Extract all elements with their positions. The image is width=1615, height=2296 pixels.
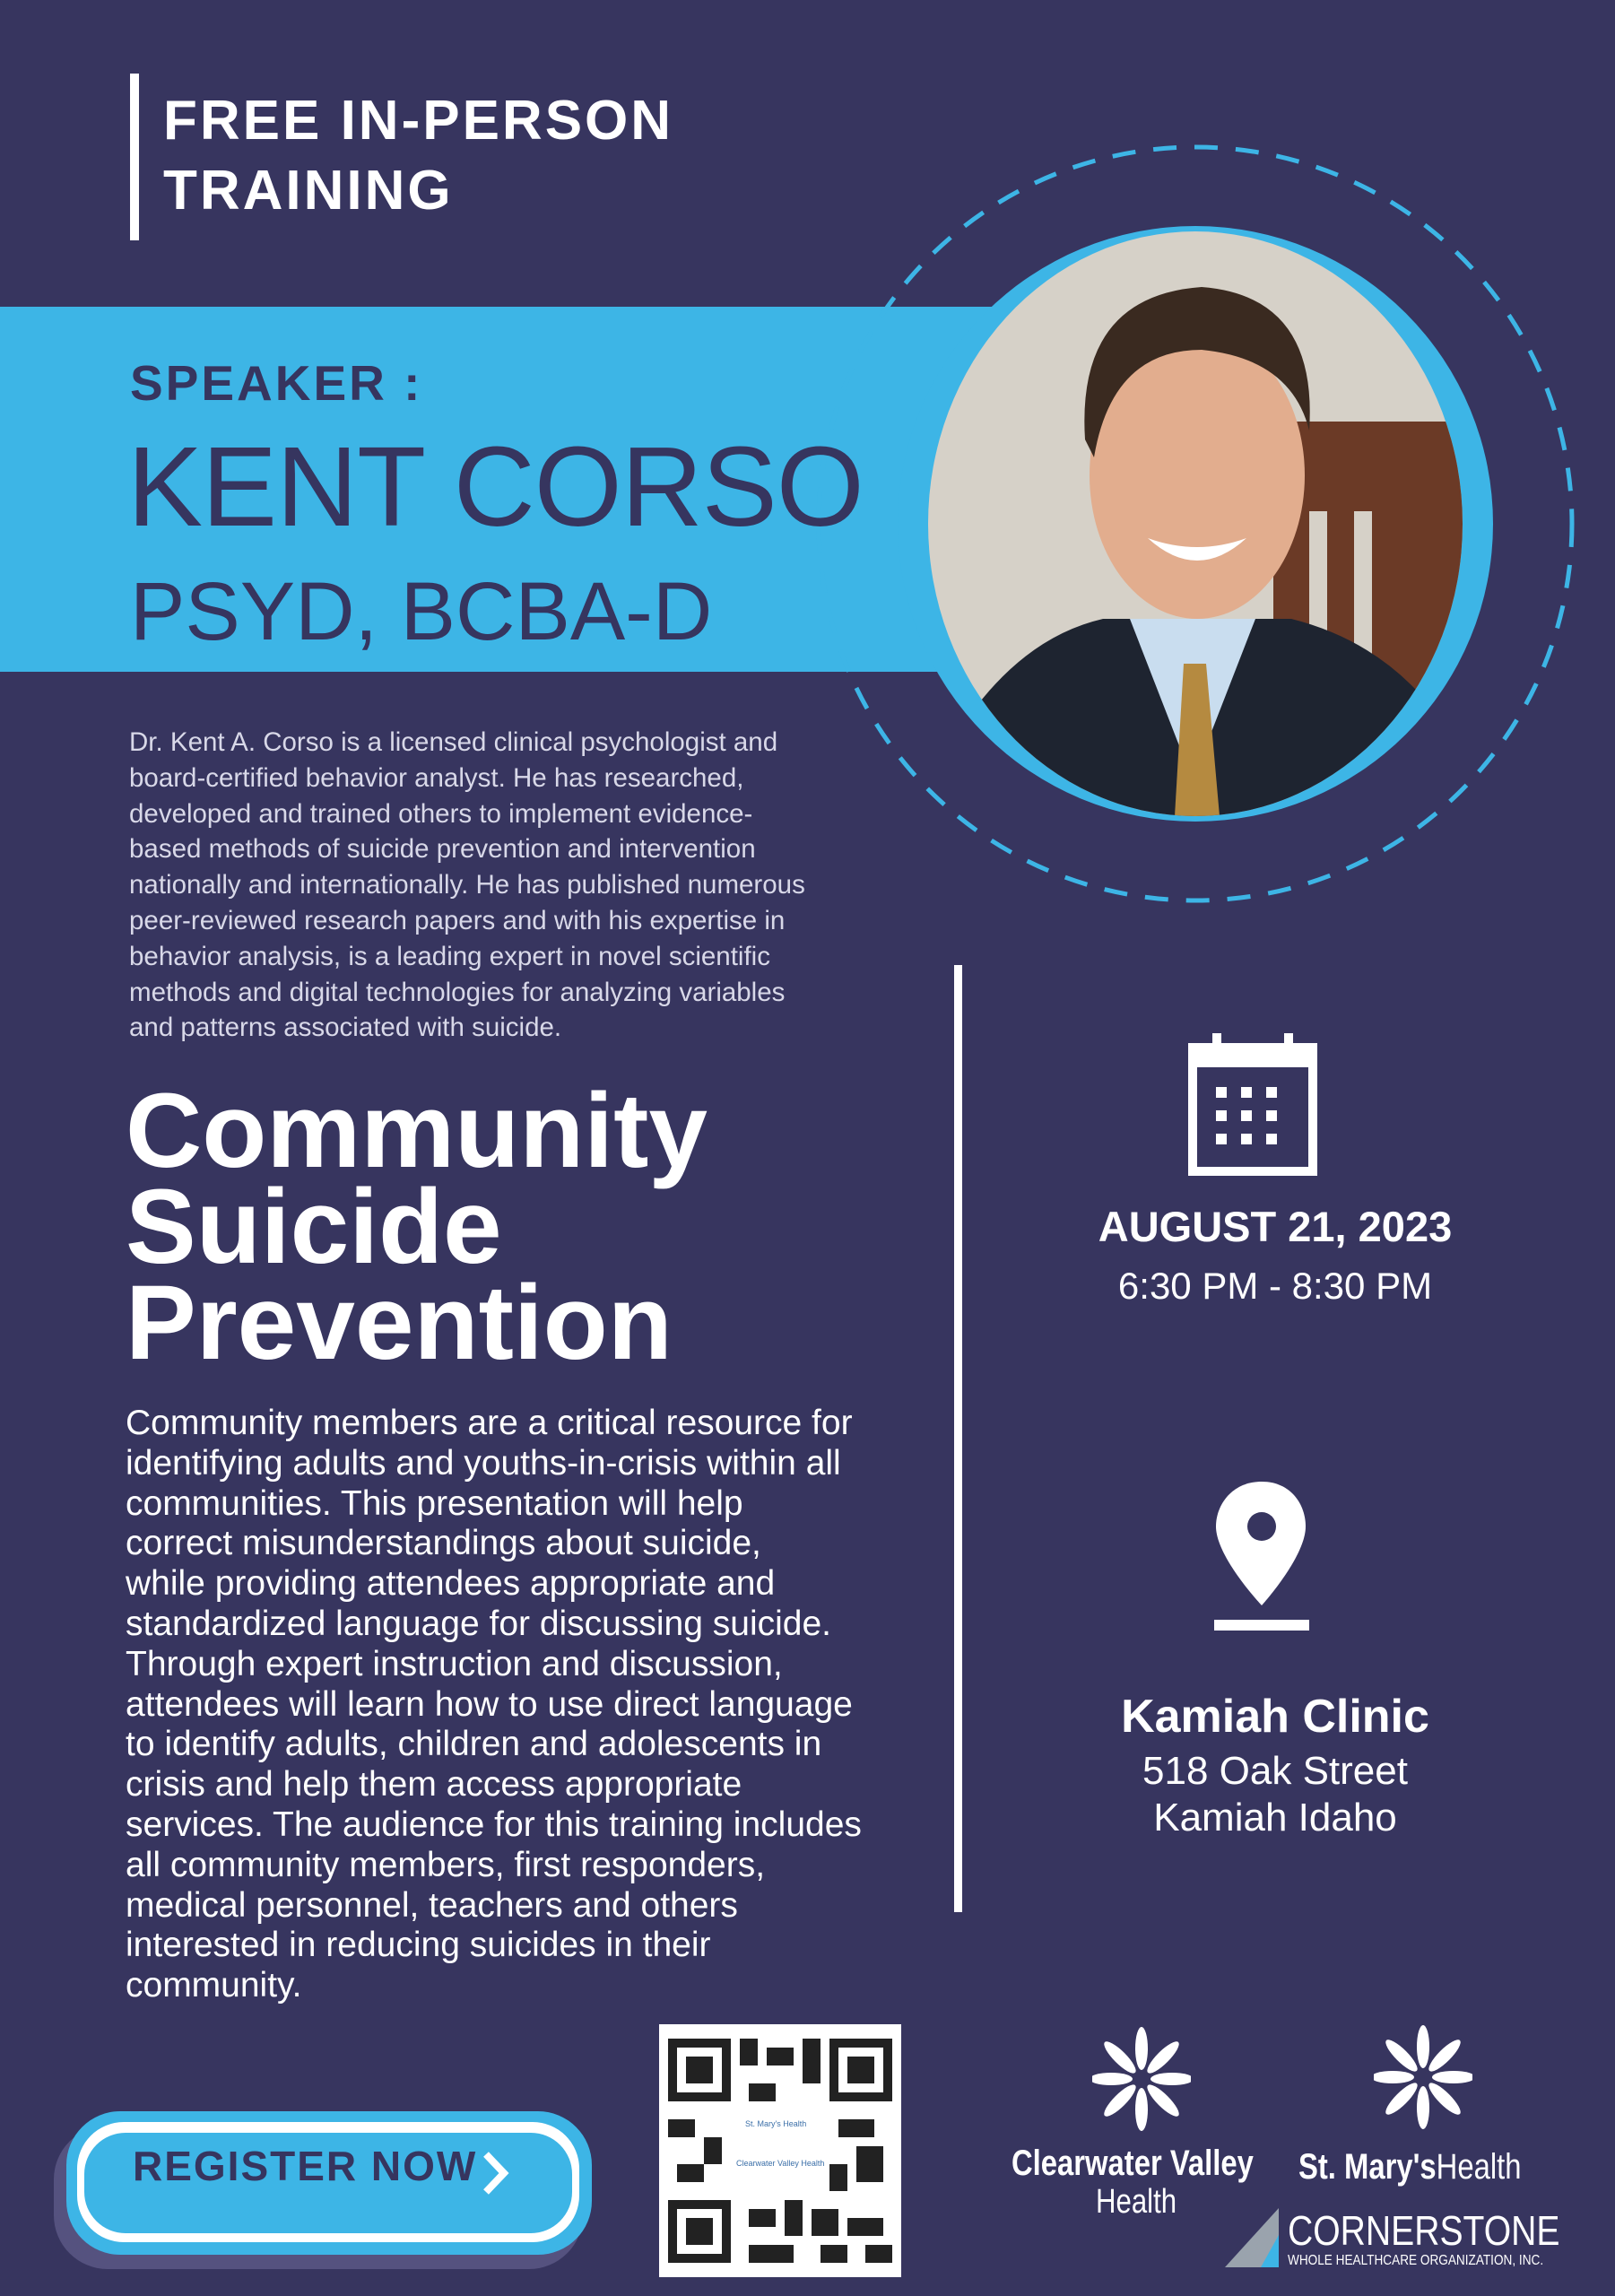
accent-bar — [130, 74, 139, 240]
clearwater-valley-logo-health: Health — [1096, 2183, 1177, 2221]
venue-address-city: Kamiah Idaho — [1153, 1796, 1397, 1839]
speaker-name: KENT CORSO — [127, 423, 864, 550]
st-marys-logo-text: St. Mary'sHealth — [1298, 2147, 1522, 2187]
register-now-label[interactable]: REGISTER NOW — [133, 2143, 478, 2189]
speaker-label: SPEAKER : — [130, 355, 423, 411]
divider — [954, 965, 962, 1912]
event-date: AUGUST 21, 2023 — [1098, 1203, 1453, 1250]
training-title: Community Suicide Prevention — [126, 1072, 708, 1382]
venue-name: Kamiah Clinic — [1121, 1691, 1429, 1743]
header-title: FREE IN-PERSON TRAINING — [163, 90, 674, 222]
registration-qr-code[interactable]: St. Mary's Health Clearwater Valley Health — [659, 2024, 901, 2277]
speaker-credentials: PSYD, BCBA-D — [130, 566, 713, 657]
clearwater-valley-logo-text: Clearwater Valley — [1012, 2144, 1254, 2183]
venue-address-street: 518 Oak Street — [1142, 1749, 1408, 1793]
cornerstone-logo-text: CORNERSTONE — [1288, 2207, 1560, 2254]
clearwater-valley-health-logo-icon — [1092, 2025, 1191, 2133]
cornerstone-logo-icon — [1225, 2208, 1281, 2267]
chevron-right-icon[interactable] — [482, 2151, 509, 2196]
st-marys-health-logo-icon — [1374, 2023, 1472, 2131]
event-time: 6:30 PM - 8:30 PM — [1117, 1265, 1433, 1307]
speaker-photo — [807, 135, 1578, 906]
qr-code-pattern — [659, 2024, 901, 2277]
training-description: Community members are a critical resource for identifying adults and youths-in-crisis within all communities. This presentation will help correct misunderstandings about suicide, while providing attendees appropriate and standardized language for discussing suicide. Through expert instruction and discussion, attendees will learn how to use direct language to identify adults, children and adolescents in crisis and help them access appropriate services. The audience for this training includes all community members, first responders, medical personnel, teachers and others interested in reducing suicides in their community. — [126, 1404, 862, 2005]
calendar-icon — [1187, 1031, 1318, 1177]
location-pin-icon — [1212, 1480, 1311, 1632]
speaker-bio: Dr. Kent A. Corso is a licensed clinical psychologist and board-certified behavior analyst. He has researched, developed and trained others to implement evidence- based methods of suicide prevention and intervention nationally and internationally. He has published numerous peer-reviewed research papers and with his expertise in behavior analysis, is a leading expert in novel scientific methods and digital technologies for analyzing variables and patterns associated with suicide. — [129, 727, 805, 1043]
cornerstone-logo-subtitle: WHOLE HEALTHCARE ORGANIZATION, INC. — [1288, 2253, 1544, 2268]
